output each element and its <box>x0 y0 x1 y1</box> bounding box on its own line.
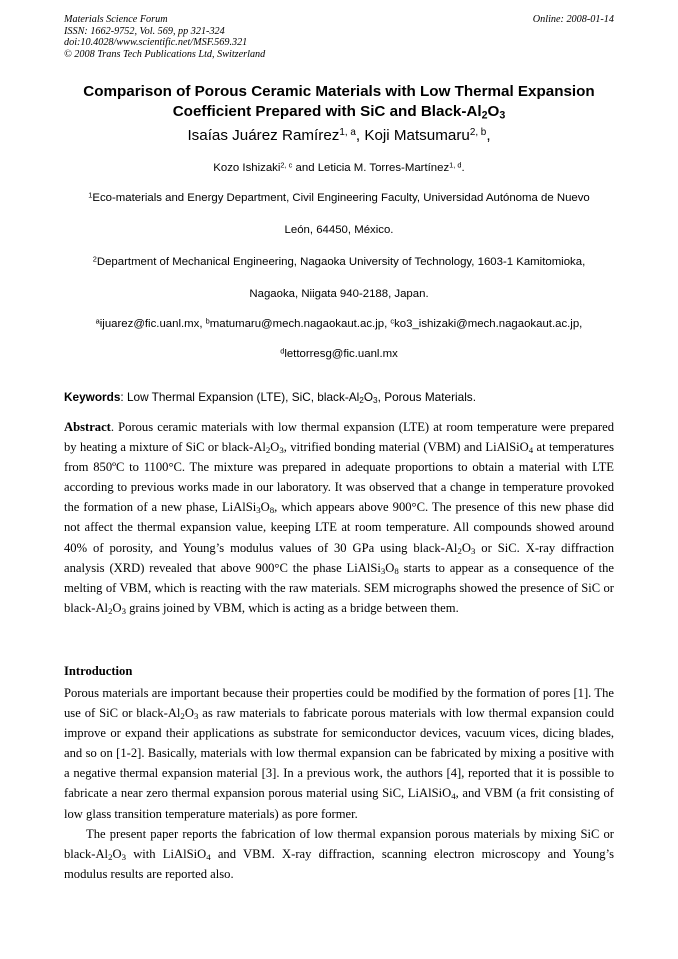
journal-header <box>64 14 265 60</box>
affiliation-number: 2 <box>92 254 97 264</box>
subscript: 2 <box>108 606 113 617</box>
introduction-body <box>64 683 614 884</box>
intro-text: with LiAlSiO <box>125 846 207 861</box>
subscript: 4 <box>206 851 211 862</box>
affiliation-2-line-2: Nagaoka, Niigata 940-2188, Japan. <box>249 288 429 300</box>
author-sup: 1, d <box>449 160 462 170</box>
abstract-text: . Porous ceramic materials with low thermal expansion (LTE) at room temperature were prepared by heating a mixture of SiC or black-Al <box>64 420 614 455</box>
author-sup: 1, a <box>339 127 356 139</box>
author-sup: 2, c <box>280 160 293 170</box>
subscript: 8 <box>269 505 275 516</box>
intro-text: Porous materials are important because their properties could be modified by the formation of pores [1]. The use of SiC or black-Al <box>64 686 614 721</box>
abstract-text: O <box>112 600 122 615</box>
email-address: lettorresg@fic.uanl.mx <box>284 348 398 360</box>
journal-issn: ISSN: 1662-9752, Vol. 569, pp 321-324 <box>64 25 225 37</box>
subscript: 3 <box>121 606 126 617</box>
affiliation-1-line-2: León, 64450, México. <box>284 224 394 236</box>
keywords-text: , Porous Materials. <box>377 390 476 404</box>
emails-line-2 <box>30 346 648 362</box>
email-address: ko3_ishizaki@mech.nagaokaut.ac.jp, <box>394 318 583 330</box>
intro-text: The present paper reports the fabrication of low thermal expansion porous materials by mixing SiC or black-Al <box>64 826 614 861</box>
email-marker: d <box>280 346 285 356</box>
affiliation-text: Department of Mechanical Engineering, Nagaoka University of Technology, 1603-1 Kamitomioka, <box>96 256 586 268</box>
subscript: 2 <box>265 445 271 456</box>
title-subscript: 2 <box>481 109 488 122</box>
email-address: matumaru@mech.nagaokaut.ac.jp, <box>209 318 391 330</box>
subscript: 3 <box>121 851 126 862</box>
abstract-text: , vitrified bonding material (VBM) and LiAlSiO <box>283 440 529 455</box>
author-name: Leticia M. Torres-Martínez <box>317 162 450 174</box>
abstract-text: O <box>385 560 395 575</box>
affiliation-number: 1 <box>88 190 93 200</box>
title-text: O <box>487 102 500 120</box>
separator: , <box>355 127 365 144</box>
title-text: Coefficient Prepared with SiC and Black-Al <box>172 102 482 120</box>
separator: , <box>486 127 491 144</box>
email-address: ijuarez@fic.uanl.mx, <box>99 318 206 330</box>
email-marker: c <box>390 316 395 326</box>
abstract-text: at temperatures from 850ºC to 1100°C. The mixture was prepared in adequate proportions to obtain a material with LTE according to previous works made in our laboratory. It was observed that a change in temperature provoked the formation of a new phase, LiAlSi <box>64 440 614 515</box>
intro-text: , and VBM (a frit consisting of low glass transition temperature materials) as pore former. <box>64 786 614 821</box>
keywords-label: Keywords <box>64 390 121 404</box>
intro-text: as raw materials to fabricate porous materials with low thermal expansion could improve or expand their applications as substrate for semiconductor devices, vacuum vices, dicing blades, and so on [1-2]. Basically, materials with low thermal expansion can be fabricated by mixing a positive with a negative thermal expansion material [3]. In a previous work, the authors [4], reported that it is possible to fabricate a near zero thermal expansion porous material using SiC, LiAlSiO <box>64 706 614 801</box>
journal-doi: doi:10.4028/www.scientific.net/MSF.569.321 <box>64 37 248 48</box>
abstract-text: , which appears above 900°C. The presence of this new phase did not affect the thermal expansion value, keeping LTE at room temperature. All compounds showed around 40% of porosity, and Young’s modulus values of 30 GPa using black-Al <box>64 500 614 555</box>
abstract-paragraph <box>64 417 614 618</box>
subscript: 2 <box>359 396 364 406</box>
subscript: 3 <box>193 711 199 722</box>
emails-line-1 <box>30 316 648 332</box>
abstract-text: O <box>461 540 471 555</box>
introduction-heading: Introduction <box>64 664 133 678</box>
authors-line-1 <box>30 126 648 145</box>
subscript: 4 <box>528 445 534 456</box>
keywords-text: : Low Thermal Expansion (LTE), SiC, black-Al <box>120 390 360 404</box>
intro-text: and VBM. X-ray diffraction, scanning electron microscopy and Young’s modulus results are reported also. <box>64 846 614 881</box>
journal-copyright: © 2008 Trans Tech Publications Ltd, Switzerland <box>64 48 266 60</box>
title-subscript: 3 <box>499 109 506 122</box>
subscript: 2 <box>457 545 462 556</box>
author-name: Koji Matsumaru <box>364 127 470 144</box>
abstract-text: O <box>270 440 280 455</box>
subscript: 2 <box>108 851 113 862</box>
subscript: 3 <box>373 396 378 406</box>
subscript: 2 <box>180 711 185 722</box>
separator: . <box>461 162 465 174</box>
keywords <box>64 389 614 405</box>
author-name: Kozo Ishizaki <box>213 162 281 174</box>
subscript: 3 <box>256 505 261 516</box>
introduction-paragraph-2 <box>64 824 614 884</box>
affiliation-1-line-1 <box>30 190 648 206</box>
separator: and <box>292 162 318 174</box>
email-marker: b <box>205 316 210 326</box>
authors-line-2 <box>30 160 648 176</box>
journal-name: Materials Science Forum <box>64 14 168 25</box>
abstract-text: or SiC. X-ray diffraction analysis (XRD) revealed that above 900°C the phase LiAlSi <box>64 540 614 575</box>
introduction-paragraph-1 <box>64 683 614 824</box>
intro-text: O <box>112 846 122 861</box>
subscript: 3 <box>380 565 386 576</box>
online-date: Online: 2008-01-14 <box>532 14 614 25</box>
subscript: 4 <box>451 791 456 802</box>
keywords-text: O <box>363 390 374 404</box>
subscript: 3 <box>279 445 284 456</box>
affiliation-text: Eco-materials and Energy Department, Civil Engineering Faculty, Universidad Autónoma de Nuevo <box>92 192 590 204</box>
abstract-text: O <box>260 500 270 515</box>
paper-title <box>40 82 638 121</box>
author-sup: 2, b <box>469 127 487 139</box>
subscript: 3 <box>470 545 476 556</box>
intro-text: O <box>184 706 194 721</box>
title-line-2 <box>40 102 638 122</box>
abstract-label: Abstract <box>64 420 111 434</box>
title-line-1: Comparison of Porous Ceramic Materials with Low Thermal Expansion <box>83 83 595 100</box>
abstract-text: grains joined by VBM, which is acting as a bridge between them. <box>125 600 459 615</box>
subscript: 8 <box>394 565 399 576</box>
author-name: Isaías Juárez Ramírez <box>187 127 340 144</box>
abstract-text: starts to appear as a consequence of the melting of VBM, which is reacting with the raw materials. SEM micrographs showed the presence of SiC or black-Al <box>64 560 614 615</box>
email-marker: a <box>95 316 100 326</box>
affiliation-2-line-1 <box>30 254 648 270</box>
